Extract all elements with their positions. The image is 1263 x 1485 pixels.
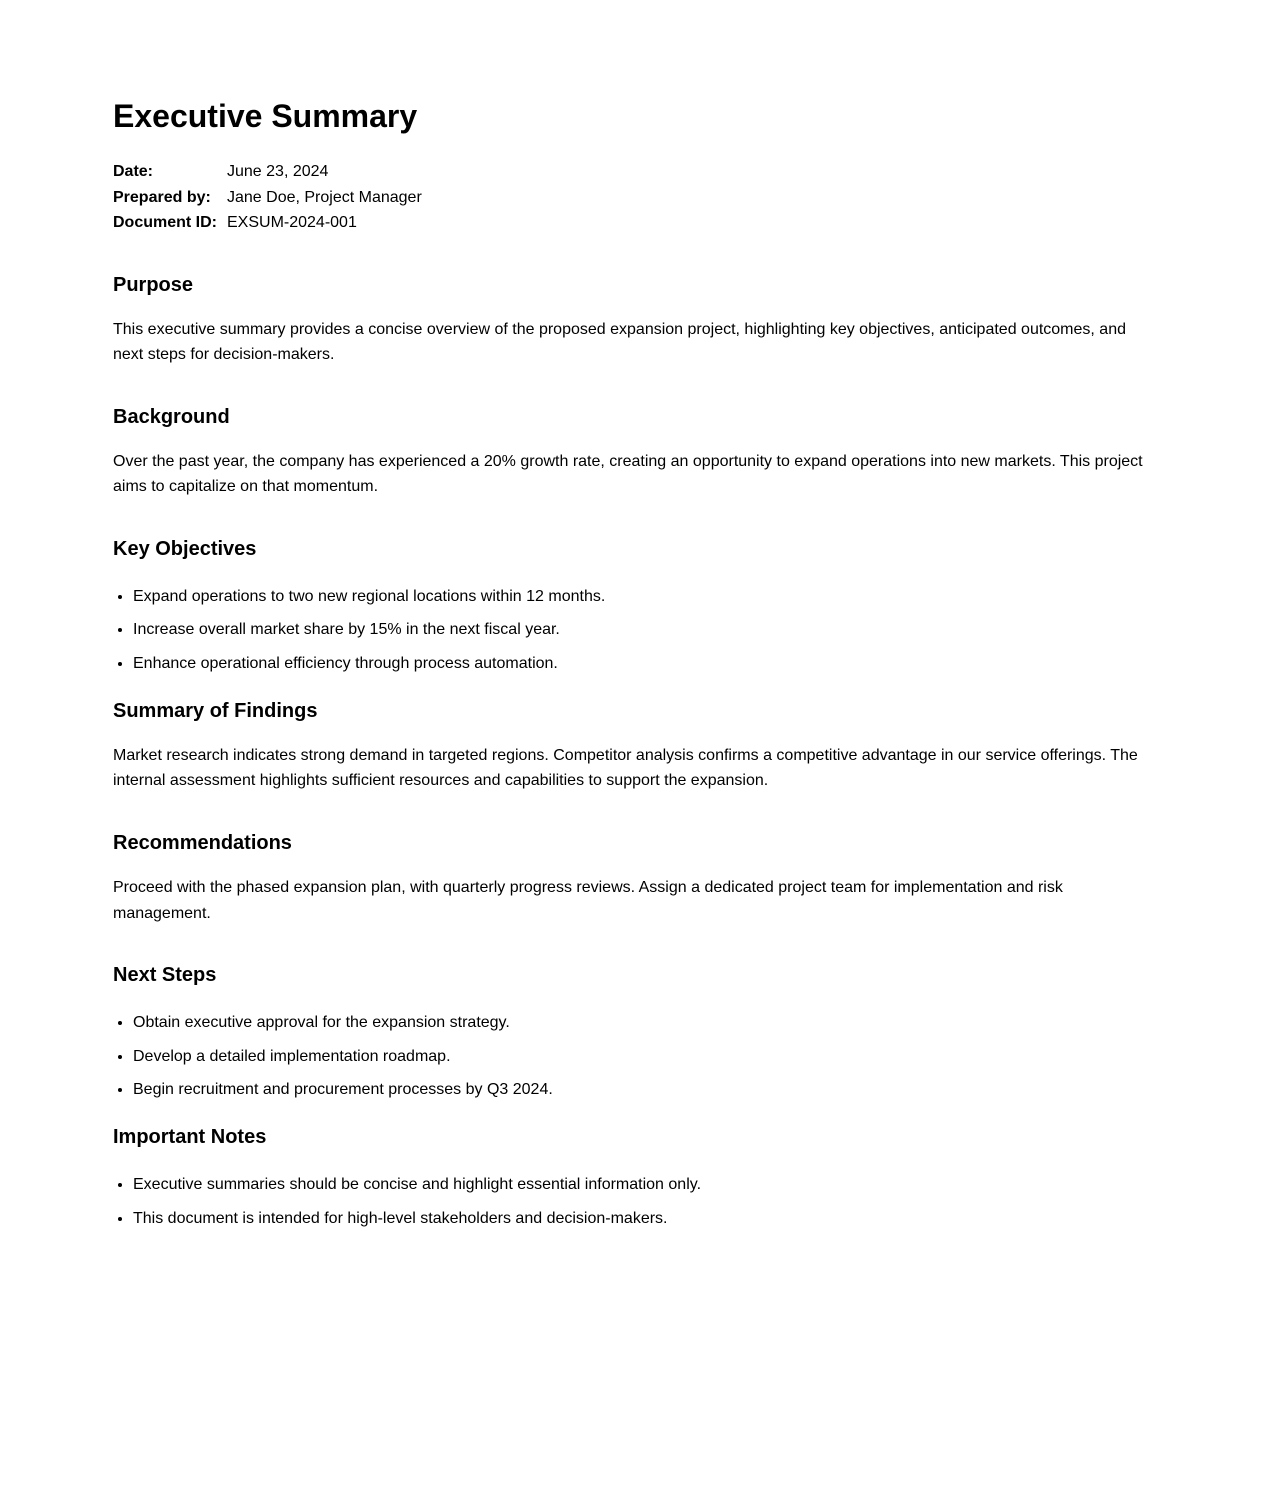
meta-key: Prepared by: (113, 188, 211, 206)
document (113, 96, 1153, 1241)
section-next-steps (113, 962, 1153, 1100)
section-paragraph: Market research indicates strong demand in targeted regions. Competitor analysis confirms a competitive advantage in our service offerings. The internal assessment highlights sufficient resources and capabilities to support the expansion. (113, 746, 1138, 790)
section-purpose (113, 272, 1153, 368)
list-item: • Executive summaries should be concise and highlight essential information only. (133, 1174, 1153, 1195)
meta-value: EXSUM-2024-001 (227, 214, 357, 232)
section-heading: Purpose (113, 273, 194, 296)
meta-row-date (113, 159, 422, 185)
section-heading: Background (113, 405, 230, 428)
section-heading: Summary of Findings (113, 699, 318, 722)
section-important-notes (113, 1124, 1153, 1229)
section-key-objectives (113, 536, 1153, 674)
section-summary-of-findings (113, 698, 1153, 794)
meta-key: Date: (113, 163, 154, 181)
meta-row-document-id (113, 210, 422, 236)
section-paragraph: Over the past year, the company has experienced a 20% growth rate, creating an opportunity to expand operations into new markets. This project aims to capitalize on that momentum. (113, 452, 1143, 496)
meta-value: Jane Doe, Project Manager (227, 188, 422, 206)
objectives-list (113, 586, 1153, 674)
list-item: • Begin recruitment and procurement processes by Q3 2024. (133, 1079, 1153, 1100)
list-item: • Increase overall market share by 15% in the next fiscal year. (133, 619, 1153, 640)
meta-row-prepared-by (113, 185, 422, 211)
meta-value: June 23, 2024 (227, 163, 329, 181)
document-title: Executive Summary (113, 98, 418, 134)
list-item: • Develop a detailed implementation roadmap. (133, 1046, 1153, 1067)
next-steps-list (113, 1012, 1153, 1100)
list-item: • Enhance operational efficiency through process automation. (133, 653, 1153, 674)
section-heading: Recommendations (113, 832, 292, 855)
list-item: • Obtain executive approval for the expansion strategy. (133, 1012, 1153, 1033)
section-background (113, 404, 1153, 500)
meta-key: Document ID: (113, 214, 217, 232)
list-item: • This document is intended for high-level stakeholders and decision-makers. (133, 1208, 1153, 1229)
section-paragraph: Proceed with the phased expansion plan, with quarterly progress reviews. Assign a dedicated project team for implementation and risk management. (113, 879, 1063, 922)
metadata-table (113, 159, 422, 236)
list-item: • Expand operations to two new regional locations within 12 months. (133, 586, 1153, 607)
section-heading: Next Steps (113, 964, 217, 987)
page-bottom-blank (0, 1255, 1263, 1485)
notes-list (113, 1174, 1153, 1229)
section-recommendations (113, 830, 1153, 926)
section-heading: Key Objectives (113, 537, 257, 560)
section-paragraph: This executive summary provides a concise overview of the proposed expansion project, highlighting key objectives, anticipated outcomes, and next steps for decision-makers. (113, 320, 1126, 364)
section-heading: Important Notes (113, 1126, 267, 1149)
